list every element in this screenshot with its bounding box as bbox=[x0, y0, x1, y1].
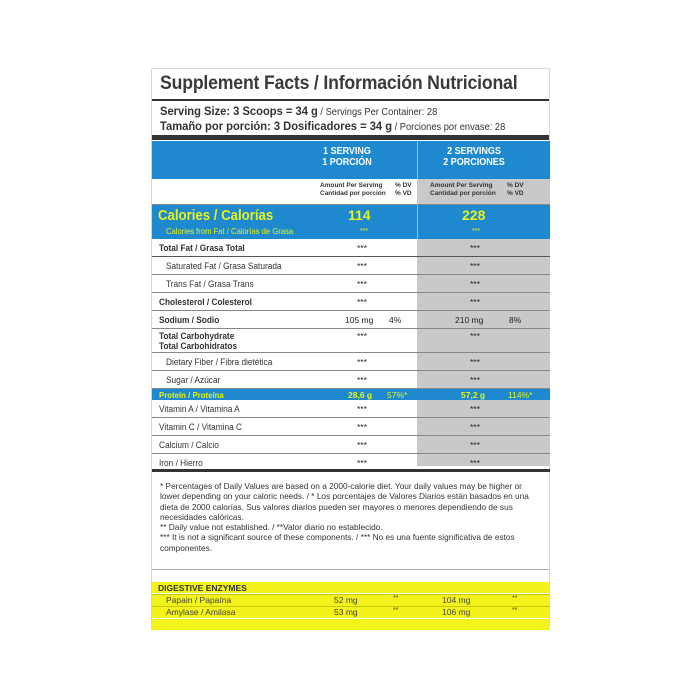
amount-es-1: Cantidad por porción bbox=[320, 190, 386, 197]
carb-es: Total Carbohidratos bbox=[159, 341, 238, 351]
enzyme-value-two: 106 mg bbox=[442, 607, 471, 617]
carb-en: Total Carbohydrate bbox=[159, 331, 235, 341]
label-title: Supplement Facts / Información Nutricional bbox=[160, 73, 518, 94]
footnote-not-significant: *** It is not a significant source of these components. / *** No es una fuente significativa de estos componentes. bbox=[160, 532, 515, 553]
dv-en-1: % DV bbox=[395, 182, 412, 189]
one-serving-line1: 1 SERVING bbox=[323, 146, 371, 157]
nutrient-value-one: *** bbox=[357, 279, 367, 289]
nutrient-value-two: *** bbox=[470, 261, 480, 271]
nutrient-value-one: *** bbox=[357, 331, 367, 341]
nutrient-name: Protein / Proteína bbox=[159, 390, 224, 400]
nutrient-value-one: *** bbox=[357, 357, 367, 367]
nutrient-value-two: *** bbox=[470, 440, 480, 450]
supplement-facts-label bbox=[151, 68, 550, 630]
calories-label: Calories / Calorías bbox=[158, 207, 274, 224]
nutrient-dv-two: 8% bbox=[509, 315, 522, 325]
nutrient-value-one: *** bbox=[357, 243, 367, 253]
footnote-rule bbox=[152, 569, 549, 570]
nutrient-value-two: *** bbox=[470, 279, 480, 289]
two-servings-header bbox=[429, 146, 519, 168]
servings-per-container-en: / Servings Per Container: 28 bbox=[317, 107, 438, 118]
one-serving-header bbox=[302, 146, 392, 168]
nutrient-value-two: 57,2 g bbox=[461, 390, 486, 400]
nutrient-name: Calcium / Calcio bbox=[159, 440, 219, 450]
calories-from-fat-label: Calories from Fat / Calorías de Grasa bbox=[166, 226, 294, 236]
nutrient-name: Sugar / Azúcar bbox=[166, 375, 221, 385]
nutrient-value-one: *** bbox=[357, 261, 367, 271]
nutrient-name: Total Fat / Grasa Total bbox=[159, 243, 245, 253]
nutrient-name: Sodium / Sodio bbox=[159, 315, 220, 325]
enzyme-value-one: 53 mg bbox=[334, 607, 358, 617]
nutrient-value-two: *** bbox=[470, 404, 480, 414]
dv-header-2 bbox=[507, 182, 524, 198]
enzyme-dv-two: ** bbox=[512, 595, 518, 602]
footnotes bbox=[160, 481, 540, 553]
nutrient-value-one: *** bbox=[357, 375, 367, 385]
nutrient-row bbox=[152, 454, 550, 472]
amount-es-2: Cantidad por porción bbox=[430, 190, 496, 197]
nutrient-value-one: *** bbox=[357, 458, 367, 468]
dv-header-1 bbox=[395, 182, 412, 198]
serving-size-es-bold: Tamaño por porción: 3 Dosificadores = 34 g bbox=[160, 119, 393, 133]
nutrient-name: Saturated Fat / Grasa Saturada bbox=[166, 261, 282, 271]
servings-per-container-es: / Porciones por envase: 28 bbox=[392, 122, 506, 133]
nutrient-value-one: *** bbox=[357, 422, 367, 432]
serving-size-en bbox=[160, 104, 437, 118]
two-servings-line2: 2 PORCIONES bbox=[443, 157, 505, 168]
serving-size-es bbox=[160, 119, 505, 133]
enzyme-dv-one: ** bbox=[393, 607, 399, 614]
enzyme-value-one: 52 mg bbox=[334, 595, 358, 605]
nutrient-value-two: *** bbox=[470, 422, 480, 432]
footnote-daily-values: * Percentages of Daily Values are based on a 2000-calorie diet. Your daily values may be higher or lower depending on your caloric needs. / * Los porcentajes de Valores Diarios están basados en una dieta de 2000 calorías. Sus valores diarios pueden ser mayores o menores dependiendo de sus necesidades calóricas. bbox=[160, 481, 529, 522]
footnote-not-established: ** Daily value not established. / **Valor diario no establecido. bbox=[160, 522, 383, 533]
calories-divider bbox=[417, 205, 418, 239]
calories-from-fat-one: *** bbox=[360, 228, 369, 235]
nutrient-value-one: *** bbox=[357, 297, 367, 307]
enzyme-value-two: 104 mg bbox=[442, 595, 471, 605]
enzymes-heading: DIGESTIVE ENZYMES bbox=[158, 583, 247, 593]
serving-rule bbox=[152, 135, 549, 140]
serving-size-en-bold: Serving Size: 3 Scoops = 34 g bbox=[160, 104, 318, 118]
enzyme-dv-one: ** bbox=[393, 595, 399, 602]
nutrient-name: Cholesterol / Colesterol bbox=[159, 297, 252, 307]
nutrient-value-one: *** bbox=[357, 404, 367, 414]
nutrient-name: Iron / Hierro bbox=[159, 458, 203, 468]
amount-en-2: Amount Per Serving bbox=[430, 182, 493, 189]
nutrient-name bbox=[159, 331, 237, 351]
amount-per-serving-1 bbox=[320, 182, 386, 198]
nutrient-name: Dietary Fiber / Fibra dietética bbox=[166, 357, 273, 367]
nutrient-dv-two: 114%* bbox=[508, 390, 533, 400]
dv-es-2: % VD bbox=[507, 190, 524, 197]
enzyme-dv-two: ** bbox=[512, 607, 518, 614]
nutrient-dv-one: 4% bbox=[389, 315, 402, 325]
dv-en-2: % DV bbox=[507, 182, 524, 189]
one-serving-line2: 1 PORCIÓN bbox=[322, 157, 372, 168]
nutrient-value-two: *** bbox=[470, 375, 480, 385]
amount-en-1: Amount Per Serving bbox=[320, 182, 383, 189]
nutrient-value-two: 210 mg bbox=[455, 315, 484, 325]
nutrient-name: Vitamin A / Vitamina A bbox=[159, 404, 240, 414]
nutrient-value-two: *** bbox=[470, 331, 480, 341]
calories-from-fat-two: *** bbox=[472, 228, 481, 235]
nutrient-value-one: *** bbox=[357, 440, 367, 450]
nutrient-value-two: *** bbox=[470, 243, 480, 253]
nutrient-value-one: 105 mg bbox=[345, 315, 374, 325]
calories-two-servings: 228 bbox=[462, 207, 486, 223]
nutrient-dv-one: 57%* bbox=[387, 390, 408, 400]
enzyme-name: Papain / Papaína bbox=[166, 595, 232, 605]
calories-one-serving: 114 bbox=[348, 207, 371, 223]
title-rule bbox=[152, 99, 549, 101]
nutrient-value-two: *** bbox=[470, 458, 480, 468]
nutrient-value-two: *** bbox=[470, 357, 480, 367]
bottom-yellow-band bbox=[152, 619, 550, 630]
nutrient-value-one: 28,6 g bbox=[348, 390, 373, 400]
nutrient-value-two: *** bbox=[470, 297, 480, 307]
amount-per-serving-2 bbox=[430, 182, 496, 198]
enzyme-name: Amylase / Amilasa bbox=[166, 607, 236, 617]
dv-es-1: % VD bbox=[395, 190, 412, 197]
nutrient-name: Vitamin C / Vitamina C bbox=[159, 422, 242, 432]
two-servings-line1: 2 SERVINGS bbox=[447, 146, 501, 157]
nutrient-name: Trans Fat / Grasa Trans bbox=[166, 279, 254, 289]
